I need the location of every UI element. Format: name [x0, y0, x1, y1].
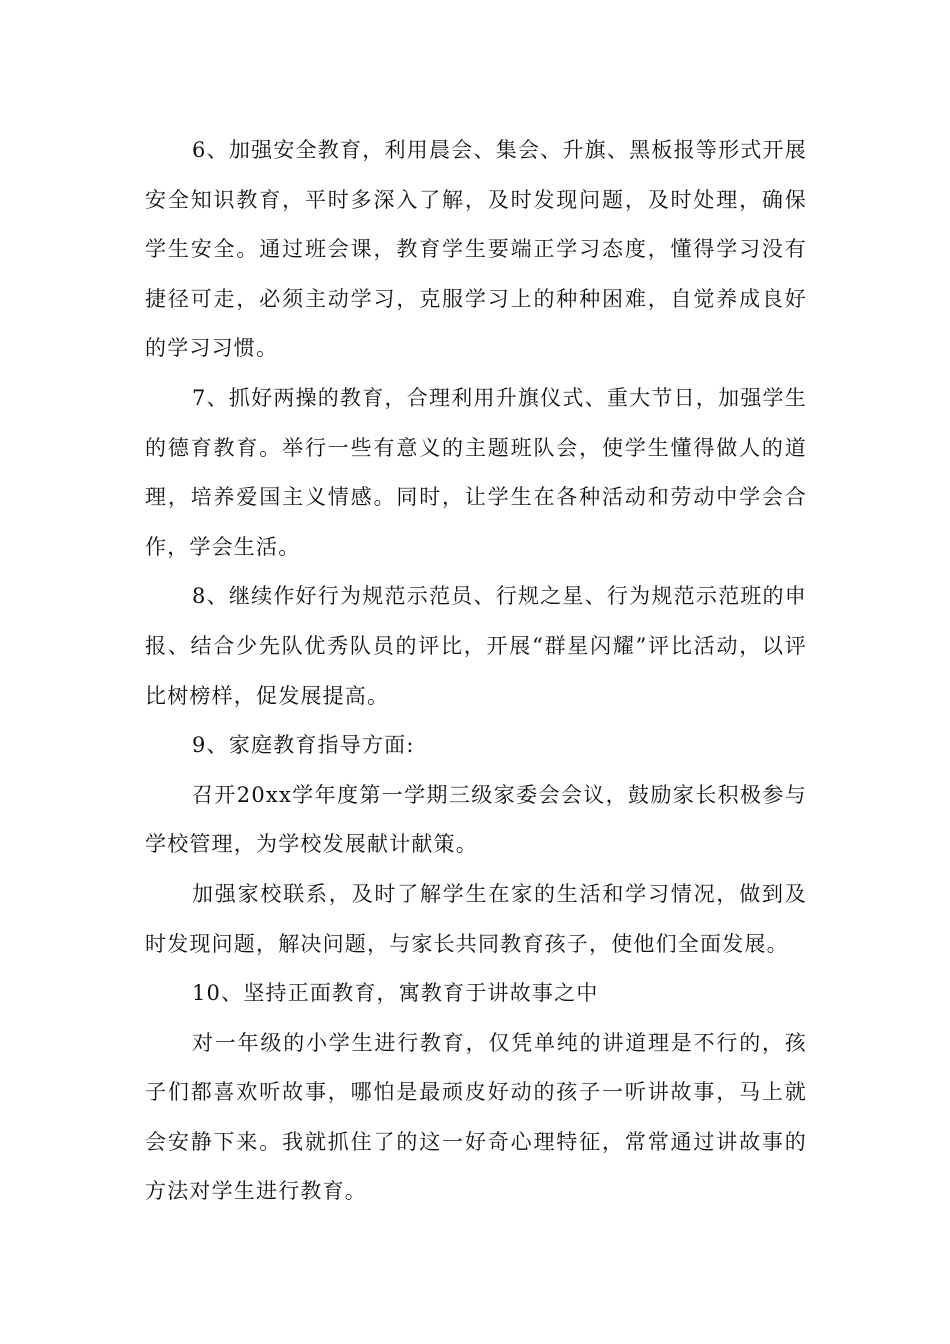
paragraph-family-committee: 召开20xx学年度第一学期三级家委会会议，鼓励家长积极参与学校管理，为学校发展献计献策。	[145, 782, 807, 857]
paragraph-storytelling: 对一年级的小学生进行教育，仅凭单纯的讲道理是不行的，孩子们都喜欢听故事，哪怕是最顽皮好动的孩子一听讲故事，马上就会安静下来。我就抓住了的这一好奇心理特征，常常通过讲故事的方法对学生进行教育。	[145, 1030, 807, 1204]
paragraph-item-7: 7、抓好两操的教育，合理利用升旗仪式、重大节日，加强学生的德育教育。举行一些有意义的主题班队会，使学生懂得做人的道理，培养爱国主义情感。同时，让学生在各种活动和劳动中学会合作，学会生活。	[145, 385, 807, 559]
paragraph-home-school-contact: 加强家校联系，及时了解学生在家的生活和学习情况，做到及时发现问题，解决问题，与家长共同教育孩子，使他们全面发展。	[145, 881, 807, 956]
paragraph-item-10-heading: 10、坚持正面教育，寓教育于讲故事之中	[192, 981, 599, 1006]
paragraph-item-8: 8、继续作好行为规范示范员、行规之星、行为规范示范班的申报、结合少先队优秀队员的评比，开展“群星闪耀”评比活动，以评比树榜样，促发展提高。	[145, 584, 807, 708]
document-page	[145, 126, 807, 1217]
paragraph-item-6: 6、加强安全教育，利用晨会、集会、升旗、黑板报等形式开展安全知识教育，平时多深入了解，及时发现问题，及时处理，确保学生安全。通过班会课，教育学生要端正学习态度，懂得学习没有捷径可走，必须主动学习，克服学习上的种种困难，自觉养成良好的学习习惯。	[145, 138, 807, 361]
paragraph-item-9-heading: 9、家庭教育指导方面:	[192, 733, 415, 758]
